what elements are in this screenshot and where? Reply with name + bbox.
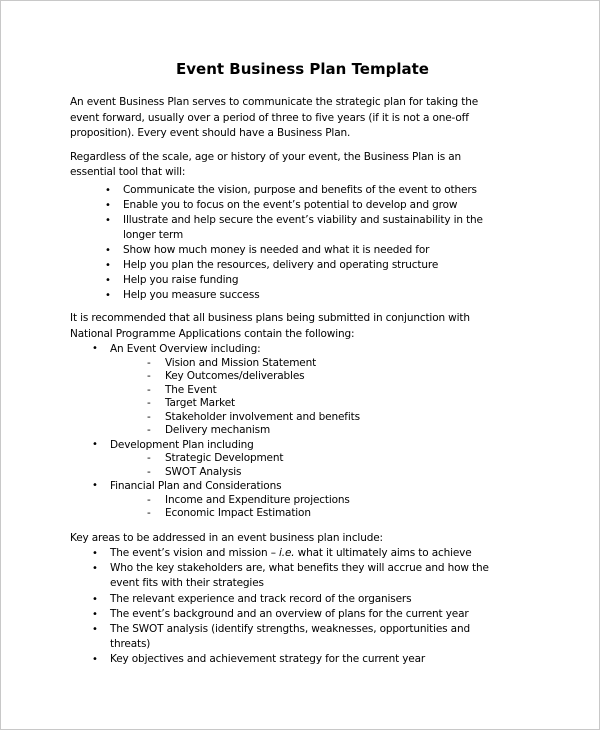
dash-icon: - (147, 370, 151, 383)
list-item (70, 243, 535, 258)
list-item (70, 479, 535, 494)
list-item-text: Strategic Development (165, 452, 284, 465)
list-item (70, 273, 535, 288)
key-areas-list (70, 546, 535, 667)
list-item-text: Development Plan including (110, 438, 254, 451)
list-item-text: The Event (165, 383, 217, 396)
list-item (70, 342, 535, 357)
bullet-icon: • (105, 244, 111, 256)
recommended-paragraph: It is recommended that all business plans being submitted in conjunction with National Programme Applications contain the following: (70, 312, 470, 340)
list-item (70, 258, 535, 273)
list-item-text: Delivery mechanism (165, 424, 271, 437)
list-item (70, 183, 535, 198)
list-item-text-pre: The event’s vision and mission – (110, 547, 280, 560)
list-item-text: Stakeholder involvement and benefits (165, 410, 360, 423)
list-item-text: Key Outcomes/deliverables (165, 370, 305, 383)
dash-icon: - (147, 383, 151, 396)
sub-list-item (70, 452, 535, 466)
bullet-icon: • (105, 259, 111, 271)
list-item-text: Financial Plan and Considerations (110, 480, 282, 493)
list-item-text: Target Market (165, 397, 235, 410)
list-item-text-post: what it ultimately aims to achieve (294, 547, 472, 560)
bullet-icon: • (92, 563, 98, 575)
bullet-icon: • (92, 653, 98, 665)
list-item-text (110, 546, 472, 561)
list-item-text: SWOT Analysis (165, 465, 242, 478)
bullet-icon: • (105, 290, 111, 302)
list-item-text: The event’s background and an overview of plans for the current year (110, 607, 469, 620)
dash-icon: - (147, 465, 151, 478)
list-item-text: Help you plan the resources, delivery and operating structure (123, 258, 439, 271)
dash-icon: - (147, 356, 151, 369)
bullet-icon: • (105, 275, 111, 287)
list-item-text: Help you raise funding (123, 274, 239, 287)
dash-icon: - (147, 493, 151, 506)
list-item-text: Income and Expenditure projections (165, 493, 350, 506)
sub-list-item (70, 370, 535, 384)
sub-list-item (70, 466, 535, 480)
list-item-text: The SWOT analysis (identify strengths, weaknesses, opportunities and threats) (110, 622, 470, 650)
dash-icon: - (147, 424, 151, 437)
bullet-icon: • (105, 214, 111, 226)
bullet-icon: • (92, 593, 98, 605)
list-item-text: Enable you to focus on the event’s potential to develop and grow (123, 198, 458, 211)
dash-icon: - (147, 507, 151, 520)
regardless-paragraph: Regardless of the scale, age or history of your event, the Business Plan is an essential tool that will: (70, 150, 462, 178)
bullet-icon: • (105, 184, 111, 196)
list-item-text: An Event Overview including: (110, 343, 261, 356)
list-item (70, 592, 535, 607)
list-item-text: The relevant experience and track record of the organisers (110, 592, 412, 605)
list-item-text: Show how much money is needed and what it is needed for (123, 243, 430, 256)
dash-icon: - (147, 410, 151, 423)
list-item-text: Key objectives and achievement strategy for the current year (110, 652, 426, 665)
tool-benefits-list (70, 183, 535, 304)
sub-list-item (70, 411, 535, 425)
bullet-icon: • (92, 343, 98, 355)
key-areas-paragraph: Key areas to be addressed in an event business plan include: (70, 531, 383, 544)
sub-list-item (70, 494, 535, 508)
list-item (70, 213, 535, 243)
list-item-text: Who the key stakeholders are, what benefits they will accrue and how the event fits with their strategies (110, 562, 489, 590)
list-item-text: Economic Impact Estimation (165, 507, 311, 520)
sub-list-item (70, 424, 535, 438)
sub-list-item (70, 357, 535, 371)
bullet-icon: • (105, 199, 111, 211)
recommended-contents-list (70, 342, 535, 521)
list-item (70, 622, 535, 652)
list-item-text: Communicate the vision, purpose and benefits of the event to others (123, 183, 477, 196)
dash-icon: - (147, 452, 151, 465)
list-item (70, 561, 535, 591)
sub-list-item (70, 397, 535, 411)
list-item (70, 198, 535, 213)
list-item (70, 607, 535, 622)
bullet-icon: • (92, 548, 98, 560)
bullet-icon: • (92, 438, 98, 450)
sub-list-item (70, 507, 535, 521)
bullet-icon: • (92, 608, 98, 620)
list-item-text: Help you measure success (123, 289, 260, 302)
list-item (70, 652, 535, 667)
dash-icon: - (147, 397, 151, 410)
list-item (70, 288, 535, 303)
bullet-icon: • (92, 480, 98, 492)
list-item (70, 546, 535, 561)
page-title: Event Business Plan Template (176, 60, 429, 78)
italic-abbreviation: i.e. (279, 547, 295, 560)
list-item-text: Vision and Mission Statement (165, 356, 317, 369)
sub-list-item (70, 384, 535, 398)
list-item-text: Illustrate and help secure the event’s viability and sustainability in the longer term (123, 213, 483, 241)
list-item (70, 438, 535, 453)
intro-paragraph: An event Business Plan serves to communicate the strategic plan for taking the event forward, usually over a period of three to five years (if it is not a one-off proposition). Every event should have a Business Plan. (70, 96, 479, 139)
bullet-icon: • (92, 623, 98, 635)
